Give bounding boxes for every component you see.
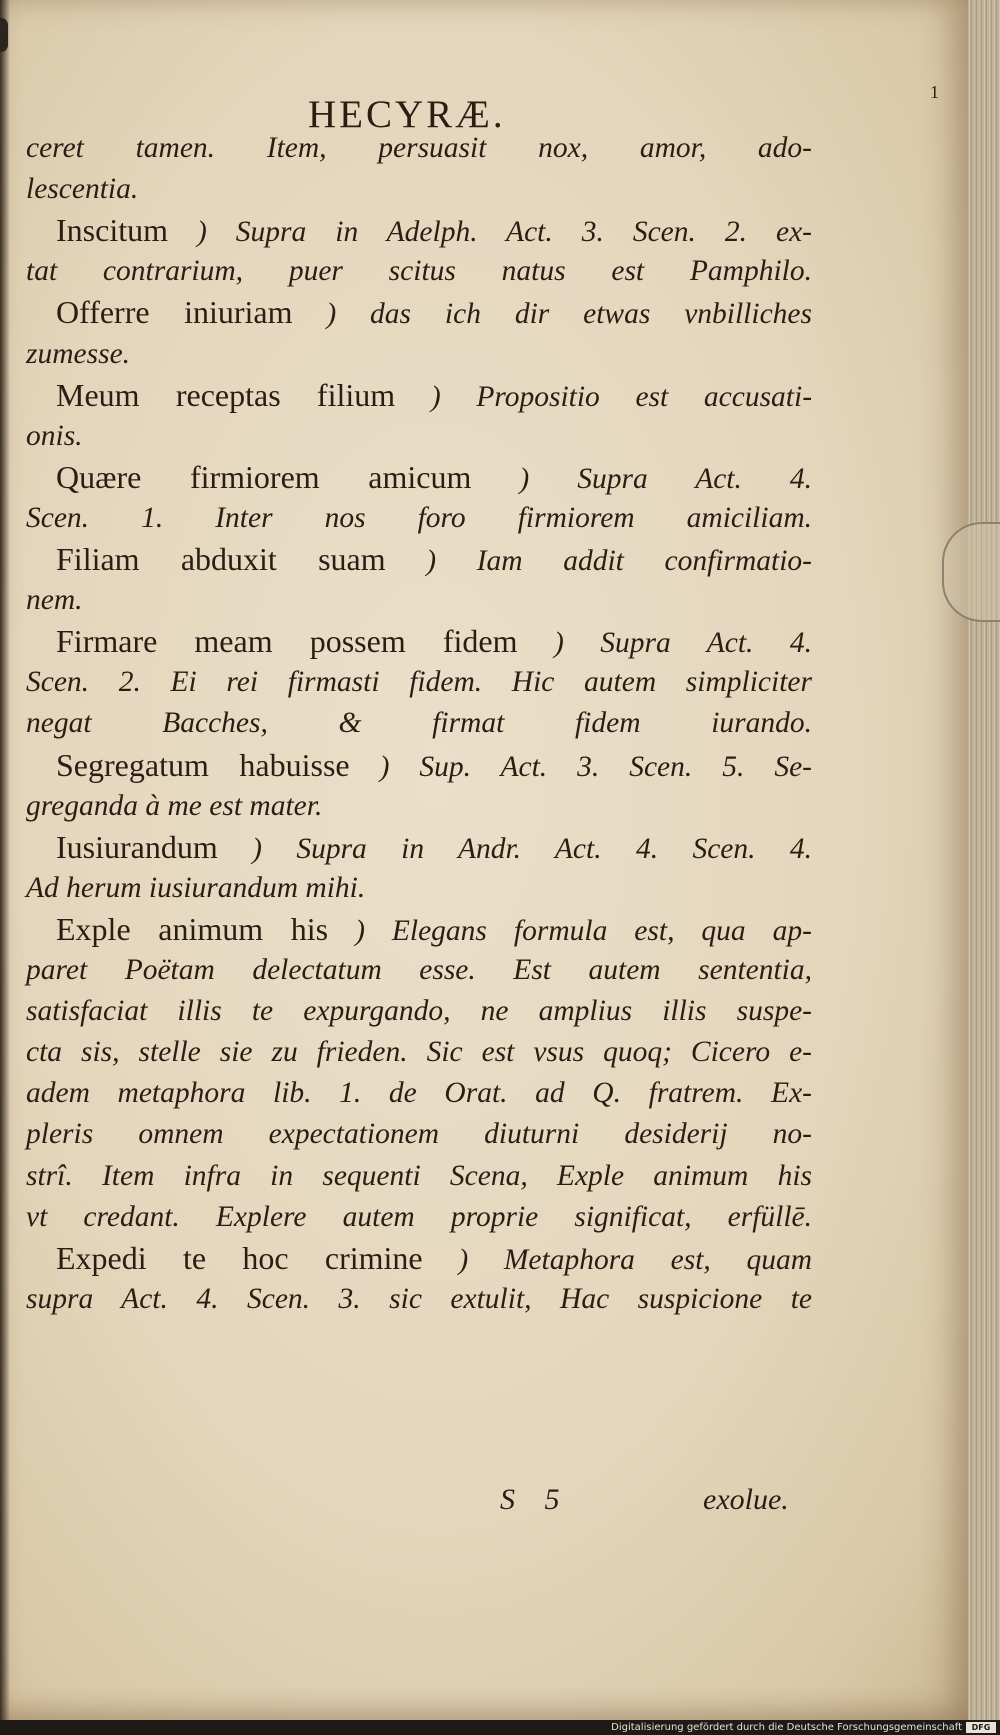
text-line: supra Act. 4. Scen. 3. sic extulit, Hac suspicione te [26, 1282, 812, 1315]
text-line: nem. [26, 584, 83, 617]
lemma: Segregatum habuisse [56, 746, 350, 783]
gutter-shadow [0, 0, 10, 1720]
text-line: negat Bacches, & firmat fidem iurando. [26, 707, 812, 740]
text-line [56, 1240, 812, 1278]
lemma: Meum receptas filium [56, 376, 396, 413]
lemma: Quære firmiorem amicum [56, 458, 472, 495]
text-line [56, 829, 812, 867]
text-line: lescentia. [26, 173, 139, 206]
text-line [56, 911, 812, 949]
text-line [56, 294, 812, 332]
text-line: zumesse. [26, 337, 131, 370]
binding-hole [0, 18, 8, 52]
text-line [56, 212, 812, 250]
text-line: tat contrarium, puer scitus natus est Pamphilo. [26, 255, 812, 288]
lemma: Iusiurandum [56, 828, 218, 865]
text-line: vt credant. Explere autem proprie significat, erfüllē. [26, 1200, 812, 1233]
commentary: ) das ich dir etwas vnbilliches [326, 298, 812, 331]
text-line: Ad herum iusiurandum mihi. [26, 871, 366, 904]
commentary: ) Elegans formula est, qua ap- [355, 914, 812, 947]
text-line: Scen. 2. Ei rei firmasti fidem. Hic autem simpliciter [26, 666, 812, 699]
text-line: ceret tamen. Item, persuasit nox, amor, ado- [26, 132, 812, 164]
lemma: Expedi te hoc crimine [56, 1239, 423, 1276]
lemma: Offerre iniuriam [56, 294, 293, 331]
text-line: cta sis, stelle sie zu frieden. Sic est vsus quoq; Cicero e- [26, 1036, 812, 1069]
text-line: greganda à me est mater. [26, 789, 323, 822]
commentary: ) Metaphora est, quam [458, 1243, 813, 1276]
text-line: pleris omnem expectationem diuturni desiderij no- [26, 1118, 812, 1151]
text-line: strî. Item infra in sequenti Scena, Exple animum his [26, 1159, 812, 1192]
lemma: Exple animum his [56, 910, 329, 947]
gathering-signature: S 5 [500, 1483, 560, 1516]
commentary: ) Supra in Andr. Act. 4. Scen. 4. [252, 832, 812, 865]
commentary: ) Supra Act. 4. [519, 462, 813, 495]
text-line [56, 377, 812, 415]
commentary: ) Sup. Act. 3. Scen. 5. Se- [379, 750, 812, 783]
lemma: Filiam abduxit suam [56, 541, 386, 577]
fore-edge [968, 0, 1000, 1720]
catchword: exolue. [703, 1483, 789, 1516]
text-line: adem metaphora lib. 1. de Orat. ad Q. fratrem. Ex- [26, 1077, 812, 1110]
lemma: Inscitum [56, 212, 168, 249]
text-line: Scen. 1. Inter nos foro firmiorem amiciliam. [26, 501, 812, 534]
text-line [56, 747, 812, 785]
dfg-logo: DFG [966, 1722, 996, 1733]
text-line: onis. [26, 419, 83, 452]
commentary: ) Supra Act. 4. [553, 627, 813, 660]
lemma: Firmare meam possem fidem [56, 623, 518, 660]
digitization-credit: Digitalisierung gefördert durch die Deutsche Forschungsgemeinschaft [611, 1722, 962, 1733]
page-tab [942, 522, 1000, 622]
signature-mark: 1 [930, 82, 939, 102]
text-line [56, 459, 812, 497]
text-line [56, 541, 812, 579]
text-line: satisfaciat illis te expurgando, ne amplius illis suspe- [26, 995, 812, 1028]
commentary: ) Propositio est accusati- [430, 380, 813, 413]
text-line [56, 623, 812, 661]
commentary: ) Iam addit confirmatio- [426, 545, 813, 577]
text-line: paret Poëtam delectatum esse. Est autem sententia, [26, 954, 812, 986]
running-head: HECYRÆ. [308, 93, 506, 136]
commentary: ) Supra in Adelph. Act. 3. Scen. 2. ex- [196, 216, 812, 249]
